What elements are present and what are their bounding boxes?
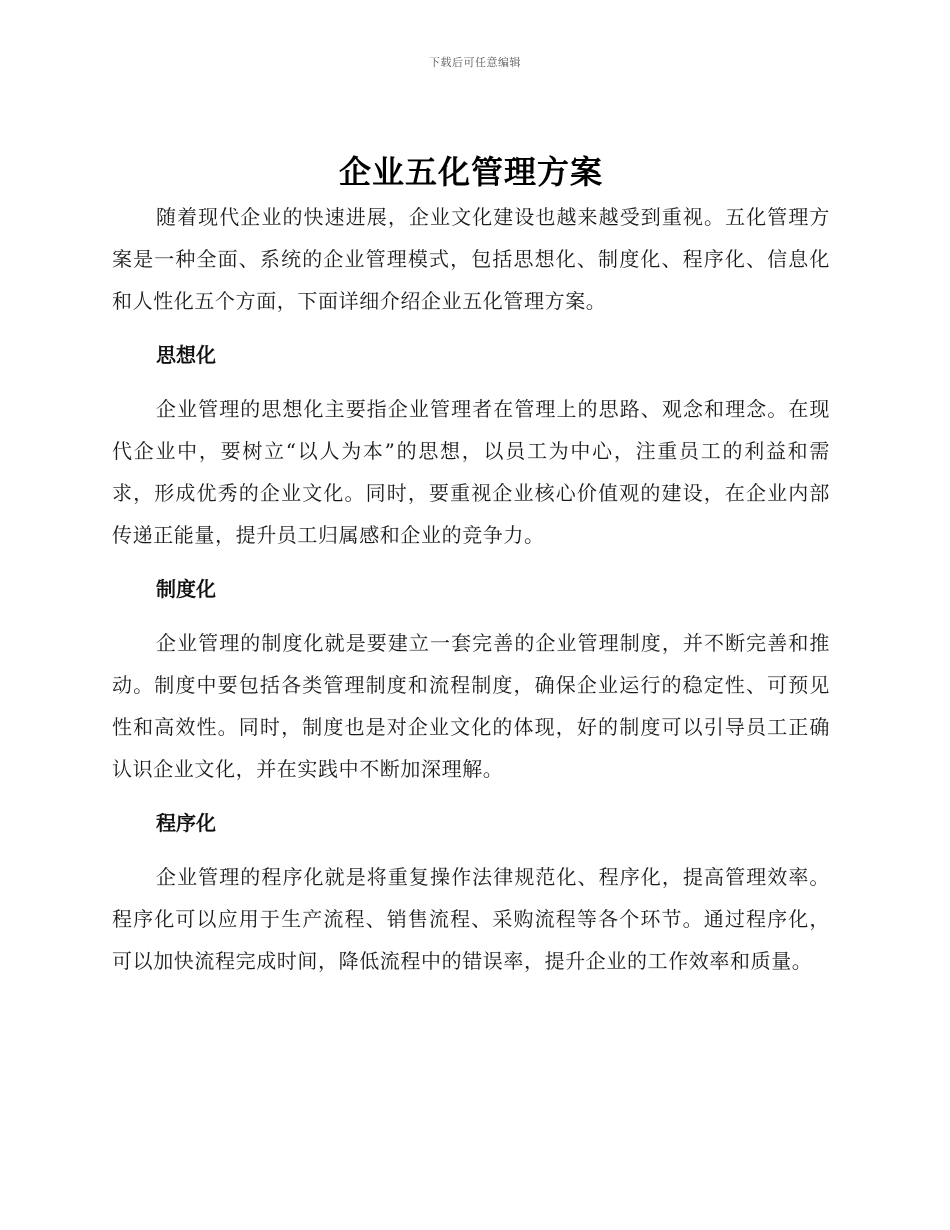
section-body-sixianghua: 企业管理的思想化主要指企业管理者在管理上的思路、观念和理念。在现代企业中，要树立“以人为本”的思想，以员工为中心，注重员工的利益和需求，形成优秀的企业文化。同时，要重视企业核心价值观的建设，在企业内部传递正能量，提升员工归属感和企业的竞争力。	[112, 397, 830, 547]
document-content	[112, 148, 830, 982]
header-note: 下载后可任意编辑	[429, 56, 521, 69]
section-heading-zhiduhua: 制度化	[156, 577, 216, 601]
section-body-zhiduhua: 企业管理的制度化就是要建立一套完善的企业管理制度，并不断完善和推动。制度中要包括各类管理制度和流程制度，确保企业运行的稳定性、可预见性和高效性。同时，制度也是对企业文化的体现，好的制度可以引导员工正确认识企业文化，并在实践中不断加深理解。	[112, 631, 830, 781]
document-title: 企业五化管理方案	[338, 153, 603, 191]
intro-paragraph: 随着现代企业的快速进展，企业文化建设也越来越受到重视。五化管理方案是一种全面、系统的企业管理模式，包括思想化、制度化、程序化、信息化和人性化五个方面，下面详细介绍企业五化管理方案。	[112, 205, 830, 313]
section-heading-chengxuhua: 程序化	[156, 811, 216, 835]
section-heading-sixianghua: 思想化	[156, 343, 216, 367]
section-body-chengxuhua: 企业管理的程序化就是将重复操作法律规范化、程序化，提高管理效率。程序化可以应用于生产流程、销售流程、采购流程等各个环节。通过程序化，可以加快流程完成时间，降低流程中的错误率，提升企业的工作效率和质量。	[112, 865, 830, 973]
